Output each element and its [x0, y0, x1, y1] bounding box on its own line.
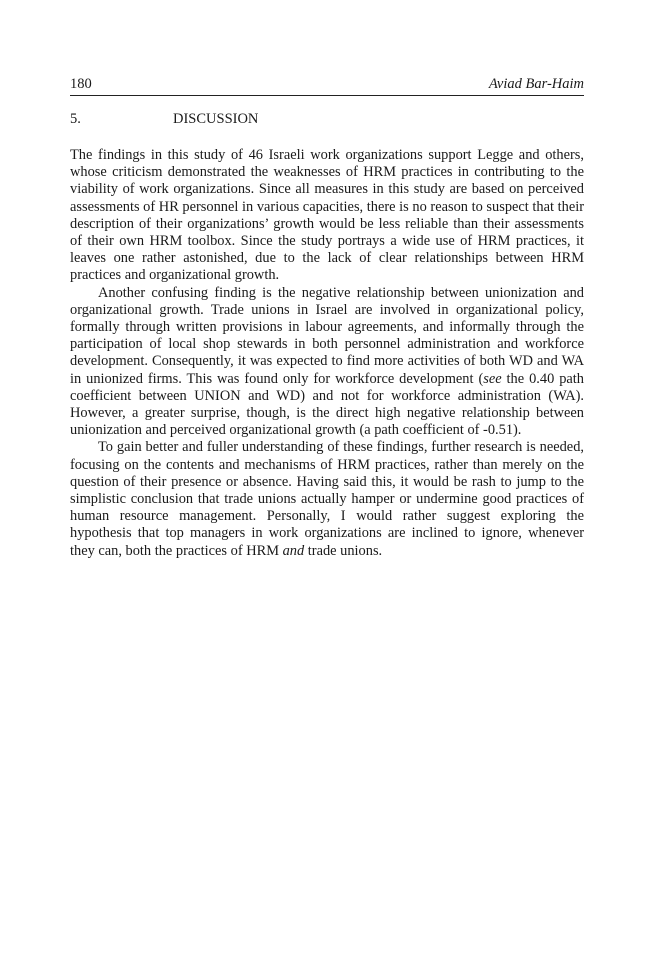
body-text — [70, 147, 584, 560]
paragraph-3-text-a: To gain better and fuller understanding of these findings, further research is needed, focusing on the contents and mechanisms of HRM practices, rather than merely on the question of their presence or absence. Having said this, it would be rash to jump to the simplistic conclusion that trade unions actually hamper or undermine good practices of human resource management. Personally, I would rather suggest exploring the hypothesis that top managers in work organizations are inclined to ignore, whenever they can, both the practices of HRM — [70, 439, 584, 559]
running-header — [70, 75, 584, 96]
section-number: 5. — [70, 111, 81, 127]
paragraph-3 — [70, 439, 584, 559]
page-number: 180 — [70, 76, 92, 92]
paragraph-1: The findings in this study of 46 Israeli work organizations support Legge and others, whose criticism demonstrated the weaknesses of HRM practices in contributing to the viability of work organizations. Since all measures in this study are based on perceived assessments of HR personnel in various capacities, there is no reason to suspect that their description of their organizations’ growth would be less reliable than their assessments of their own HRM toolbox. Since the study portrays a wide use of HRM practices, it leaves one rather astonished, due to the lack of clear relationships between HRM practices and organizational growth. — [70, 147, 584, 284]
paragraph-2-emphasis: see — [483, 370, 502, 387]
page — [70, 75, 584, 560]
paragraph-2-text-a: Another confusing finding is the negative relationship between unionization and organizational growth. Trade unions in Israel are involved in organizational policy, formally through written provisions in labour agreements, and informally through the participation of local shop stewards in both personnel administration and workforce development. Consequently, it was expected to find more activities of both WD and WA in unionized firms. This was found only for workforce development ( — [70, 284, 584, 387]
paragraph-3-emphasis: and — [282, 542, 305, 559]
paragraph-2 — [70, 285, 584, 440]
running-head-author: Aviad Bar-Haim — [488, 76, 584, 92]
paragraph-2-text-b: the 0.40 path coefficient between UNION and WD) and not for workforce administration (WA). However, a greater surprise, though, is the direct high negative relationship between unionization and perceived organizational growth (a path coefficient of -0.51). — [70, 370, 584, 439]
section-title: DISCUSSION — [173, 111, 259, 127]
paragraph-3-text-b: trade unions. — [304, 542, 383, 559]
section-heading — [70, 110, 584, 128]
